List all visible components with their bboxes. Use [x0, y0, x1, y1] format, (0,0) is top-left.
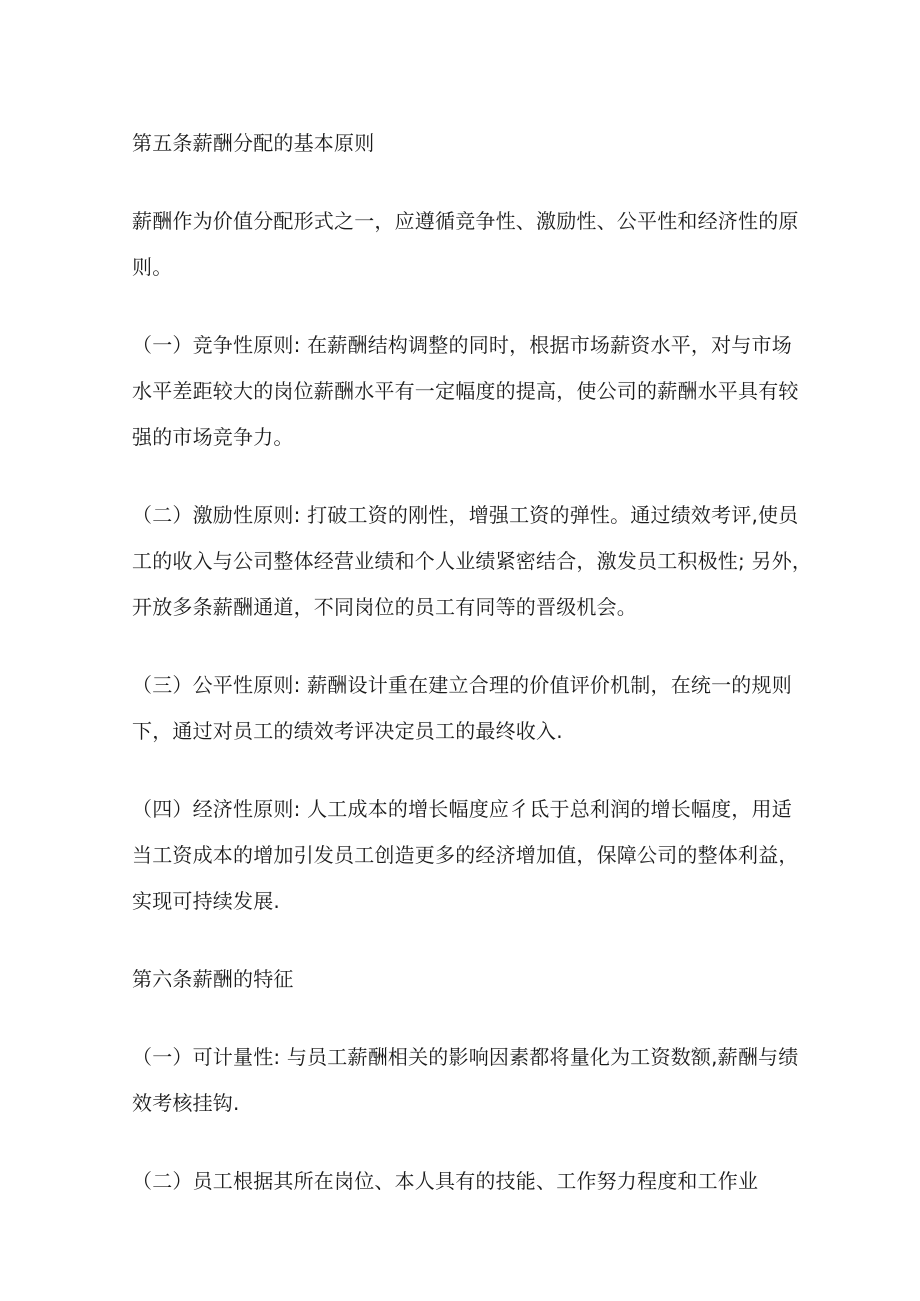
- paragraph-intro: [132, 198, 812, 290]
- paragraph-line: 强的市场竞争力。: [132, 425, 294, 449]
- heading-line: 第六条薪酬的特征: [132, 967, 294, 991]
- paragraph-incentive: [132, 492, 812, 630]
- paragraph-line: （三）公平性原则: 薪酬设计重在建立合理的价值评价机制，在统一的规则: [132, 673, 792, 697]
- paragraph-measurability: [132, 1034, 812, 1126]
- paragraph-line: （一）竞争性原则: 在薪酬结构调整的同时，根据市场薪资水平，对与市场: [132, 333, 792, 357]
- paragraph-line: 开放多条薪酬通道，不同岗位的员工有同等的晋级机会。: [132, 595, 637, 619]
- heading-line: 第五条薪酬分配的基本原则: [132, 131, 375, 155]
- paragraph-line: 则。: [132, 255, 173, 279]
- paragraph-line: 工的收入与公司整体经营业绩和个人业绩紧密结合，激发员工积极性; 另外，: [132, 549, 813, 573]
- paragraph-line: 薪酬作为价值分配形式之一，应遵循竞争性、激励性、公平性和经济性的原: [132, 209, 799, 233]
- section-heading-article-5: [132, 120, 812, 166]
- paragraph-line: （二）员工根据其所在岗位、本人具有的技能、工作努力程度和工作业: [132, 1169, 759, 1193]
- paragraph-line: 实现可持续发展.: [132, 889, 280, 913]
- section-heading-article-6: [132, 956, 812, 1002]
- paragraph-line: 效考核挂钩.: [132, 1091, 240, 1115]
- paragraph-line: （二）激励性原则: 打破工资的刚性，增强工资的弹性。通过绩效考评,使员: [132, 503, 799, 527]
- paragraph-competitiveness: [132, 322, 812, 460]
- document-body: [132, 120, 812, 1236]
- paragraph-line: 当工资成本的增加引发员工创造更多的经济增加值，保障公司的整体利益，: [132, 843, 799, 867]
- paragraph-line: （四）经济性原则: 人工成本的增长幅度应彳氐于总利润的增长幅度，用适: [132, 797, 792, 821]
- paragraph-position-based: [132, 1158, 812, 1204]
- paragraph-line: （一）可计量性: 与员工薪酬相关的影响因素都将量化为工资数额,薪酬与绩: [132, 1045, 799, 1069]
- paragraph-line: 下，通过对员工的绩效考评决定员工的最终收入.: [132, 719, 563, 743]
- paragraph-line: 水平差距较大的岗位薪酬水平有一定幅度的提高，使公司的薪酬水平具有较: [132, 379, 799, 403]
- paragraph-economy: [132, 786, 812, 924]
- paragraph-fairness: [132, 662, 812, 754]
